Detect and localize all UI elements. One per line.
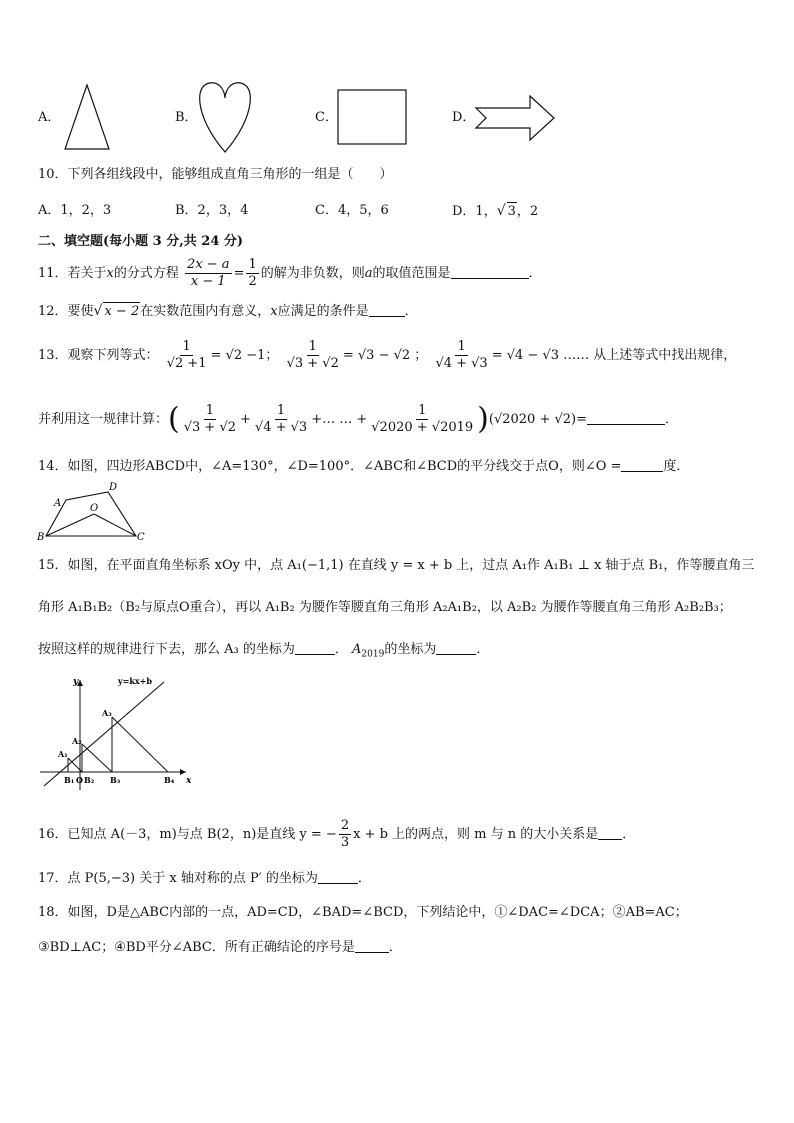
q15-end: ． [476, 642, 490, 657]
q14-answer-blank[interactable] [621, 457, 663, 472]
q15-fig-b3: B₃ [110, 775, 121, 785]
q11-pre: 11．若关于 [38, 266, 107, 281]
q17-end: ． [357, 871, 371, 886]
q11-frac1 [185, 257, 232, 290]
q13-eq3-rhs: = √4 − √3 [491, 348, 560, 363]
q17-answer-blank[interactable] [318, 869, 358, 884]
q10-option-a: A．1，2，3 [38, 203, 112, 218]
heart-icon [196, 78, 254, 156]
q13-frac2-num: 1 [308, 339, 317, 354]
q13-line1 [38, 336, 736, 376]
q14-label-a: A [54, 498, 62, 509]
q18-line2-pre: ③BD⊥AC；④BD平分∠ABC．所有正确结论的序号是 [38, 940, 355, 955]
q13-frac3-num: 1 [457, 339, 466, 354]
q13-frac1 [165, 339, 209, 372]
q13-line2-pre: 并利用这一规律计算： [38, 412, 169, 427]
q18-answer-blank[interactable] [355, 938, 389, 953]
q11-tail: 的取值范围是 [372, 266, 451, 281]
q11-answer-blank[interactable] [451, 264, 529, 279]
q13-plus: + [240, 412, 251, 427]
q15-fig-x-label: x [186, 776, 192, 786]
q14-label-c: C [137, 532, 145, 543]
q14-text: 14．如图，四边形ABCD中，∠A=130°，∠D=100°．∠ABC和∠BCD的平分线交于点O，则∠O = [38, 459, 622, 474]
q10-option-c: C．4，5，6 [315, 203, 389, 218]
q13-eq1-rhs: = √2 −1； [210, 348, 279, 363]
q11-var-x: x [106, 266, 114, 281]
q16-post: x + b 上的两点，则 m 与 n 的大小关系是 [353, 827, 599, 842]
q15-line1: 15．如图，在平面直角坐标系 xOy 中，点 A₁(−1,1) 在直线 y = x + b 上，过点 A₁作 A₁B₁ ⊥ x 轴于点 B₁，作等腰直角三 [38, 558, 755, 573]
q15-line3-sub: 2019 [361, 649, 385, 660]
q13-sum-frac2-num: 1 [276, 403, 286, 418]
q13-dots: …… 从上述等式中找出规律， [563, 348, 737, 363]
q14-label-o: O [90, 503, 99, 514]
q13-sum-frac2-den: √4 + √3 [254, 420, 308, 435]
q10-stem: 10．下列各组线段中，能够组成直角三角形的一组是（ ） [38, 167, 393, 182]
q15-answer-blank-1[interactable] [295, 640, 335, 655]
q15-answer-blank-2[interactable] [436, 640, 476, 655]
q11 [38, 256, 542, 292]
q15-fig-b2: B₂ [84, 775, 95, 785]
option-b-label: B． [175, 110, 198, 125]
q16-frac [339, 818, 351, 851]
option-c-label: C． [315, 110, 338, 125]
q13-answer-blank[interactable] [587, 410, 665, 425]
q17 [38, 869, 371, 888]
q18-end: ． [388, 940, 402, 955]
q16-answer-blank[interactable] [598, 825, 622, 840]
q10-option-d-rad: 3 [507, 204, 516, 219]
q14-label-b: B [37, 532, 45, 543]
q12-post: 应满足的条件是 [277, 304, 369, 319]
q15-fig-line-label: y=kx+b [118, 676, 152, 686]
q13-eq2-rhs: = √3 − √2 ； [342, 348, 428, 363]
q14-label-d: D [109, 482, 118, 493]
q12-mid: 在实数范围内有意义， [140, 304, 271, 319]
q13-line2: 并利用这一规律计算：( $\frac{1}{√3 + √2}$ + $\frac{1}{√4 + √3}$ +… … + $\frac{1}{√2020 + √2019}$ )(√2020 + √2)= ． [38, 401, 679, 437]
q13-sum-frac3-num: 1 [418, 403, 427, 418]
q16-frac-den: 3 [340, 835, 350, 850]
section-title: 二、填空题(每小题 3 分,共 24 分) [38, 234, 244, 249]
q12-end: ． [404, 304, 418, 319]
q16-pre: 16．已知点 A(－3，m)与点 B(2，n)是直线 y = − [38, 827, 337, 842]
q13-ellipsis: +… … + [311, 412, 368, 427]
q12: 12．要使√ x − 2在实数范围内有意义，x应满足的条件是 ． [38, 303, 418, 319]
q18-line2 [38, 938, 402, 957]
q13-sum-frac3 [369, 403, 475, 436]
q15-fig-y-label: y [73, 677, 79, 687]
q14-figure [36, 478, 148, 544]
q11-frac1-num: 2x − a [187, 257, 230, 272]
q13-sum-frac1-den: √3 + √2 [183, 420, 237, 435]
q10-option-d: D．1，√ 3，2 [452, 203, 539, 219]
triangle-icon [62, 82, 112, 152]
q10-option-b: B．2，3，4 [175, 203, 249, 218]
q10-option-d-pre: D．1， [452, 204, 497, 219]
q11-frac2-den: 2 [248, 274, 257, 289]
rectangle-icon [336, 88, 410, 146]
q13-frac3-den: √4 + √3 [435, 356, 488, 371]
q12-var: x [270, 304, 278, 319]
q13-factor: (√2020 + √2) [488, 412, 577, 427]
q15-fig-b1: B₁ [64, 775, 75, 785]
q15-line3-mid: ． [334, 642, 348, 657]
q15-line3 [38, 640, 489, 664]
q11-var-a: a [364, 266, 373, 281]
q13-sum-frac1 [182, 403, 238, 436]
q14-end: 度． [663, 459, 690, 474]
option-a-label: A． [38, 110, 61, 125]
q13-frac1-num: 1 [182, 339, 191, 354]
q11-frac2-num: 1 [248, 257, 257, 272]
q13-frac3 [433, 339, 489, 372]
q15-fig-o: O [76, 775, 83, 785]
q13-sum-frac1-num: 1 [205, 403, 215, 418]
q18-line1: 18．如图，D是△ABC内部的一点，AD=CD，∠BAD=∠BCD，下列结论中，①∠DAC=∠DCA；②AB=AC； [38, 905, 688, 920]
q15-line3-pre: 按照这样的规律进行下去，那么 A₃ 的坐标为 [38, 642, 295, 657]
q13-line2-eq: = [576, 412, 588, 427]
q16 [38, 817, 635, 853]
q16-frac-num: 2 [340, 818, 350, 833]
q11-frac2 [246, 257, 258, 290]
q13-sum-frac3-den: √2020 + √2019 [371, 420, 474, 435]
option-d-label: D． [452, 110, 476, 125]
q13-frac1-den: √2 +1 [166, 356, 207, 371]
q13-frac2-den: √3 + √2 [286, 356, 339, 371]
q11-eq: = [233, 266, 245, 281]
q11-end: ． [528, 266, 542, 281]
q15-line3-post: 的坐标为 [384, 642, 437, 657]
q16-end: ． [622, 827, 636, 842]
arrow-icon [474, 94, 556, 142]
q10-option-d-post: ，2 [516, 204, 539, 219]
q11-frac1-den: x − 1 [190, 274, 226, 289]
q14 [38, 457, 689, 476]
q13-pre: 13．观察下列等式： [38, 348, 159, 363]
q13-frac2 [285, 339, 341, 372]
q13-end: ． [665, 412, 679, 427]
q11-mid: 的分式方程 [113, 266, 179, 281]
q12-answer-blank[interactable] [369, 302, 405, 317]
q15-line2: 角形 A₁B₁B₂（B₂与原点O重合），再以 A₁B₂ 为腰作等腰直角三角形 A₂A₁B₂，以 A₂B₂ 为腰作等腰直角三角形 A₂B₂B₃； [38, 600, 732, 615]
q17-text: 17．点 P(5,−3) 关于 x 轴对称的点 P′ 的坐标为 [38, 871, 318, 886]
q11-post: 的解为非负数，则 [260, 266, 365, 281]
q15-line3-a: A [352, 642, 362, 657]
q15-fig-a2: A₂ [72, 736, 82, 746]
q12-rad: x − 2 [104, 304, 140, 319]
q15-fig-a3: A₃ [102, 708, 112, 718]
q13-sum-frac2 [253, 403, 309, 436]
q15-figure [36, 672, 196, 796]
q15-fig-a1: A₁ [58, 749, 68, 759]
q12-pre: 12．要使 [38, 304, 94, 319]
q15-fig-b4: B₄ [164, 775, 175, 785]
